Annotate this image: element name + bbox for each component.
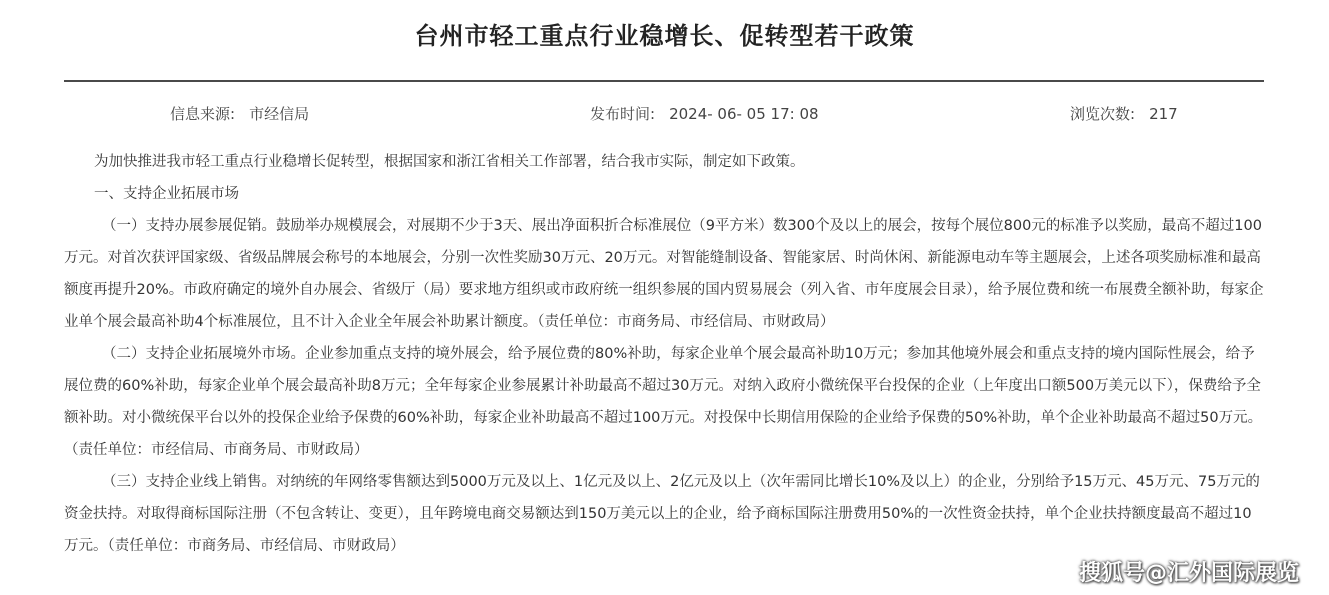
source-label: 信息来源:	[170, 105, 236, 123]
views-label: 浏览次数:	[1070, 105, 1136, 123]
views-value: 217	[1149, 105, 1178, 123]
policy-paragraph: （三）支持企业线上销售。对纳统的年网络零售额达到5000万元及以上、1亿元及以上、2亿元及以上（次年需同比增长10%及以上）的企业，分别给予15万元、45万元、75万元的资金扶持。对取得商标国际注册（不包含转让、变更），且年跨境电商交易额达到150万美元以上的企业，给予商标国际注册费用50%的一次性资金扶持，单个企业扶持额度最高不超过10万元。（责任单位：市商务局、市经信局、市财政局）	[64, 474, 1260, 554]
source-value: 市经信局	[249, 105, 310, 123]
publish-time-value: 2024- 06- 05 17: 08	[669, 105, 819, 123]
title-divider	[64, 80, 1264, 82]
meta-views	[1070, 103, 1178, 125]
article-body	[64, 146, 1264, 562]
meta-source	[170, 103, 309, 125]
intro-paragraph: 为加快推进我市轻工重点行业稳增长促转型，根据国家和浙江省相关工作部署，结合我市实际，制定如下政策。	[94, 154, 805, 170]
meta-publish-time	[590, 103, 819, 125]
policy-paragraph: （二）支持企业拓展境外市场。企业参加重点支持的境外展会，给予展位费的80%补助，每家企业单个展会最高补助10万元；参加其他境外展会和重点支持的境内国际性展会，给予展位费的60%补助，每家企业单个展会最高补助8万元；全年每家企业参展累计补助最高不超过30万元。对纳入政府小微统保平台投保的企业（上年度出口额500万美元以下），保费给予全额补助。对小微统保平台以外的投保企业给予保费的60%补助，每家企业补助最高不超过100万元。对投保中长期信用保险的企业给予保费的50%补助，单个企业补助最高不超过50万元。（责任单位：市经信局、市商务局、市财政局）	[64, 346, 1263, 458]
policy-paragraph: （一）支持办展参展促销。鼓励举办规模展会，对展期不少于3天、展出净面积折合标准展位（9平方米）数300个及以上的展会，按每个展位800元的标准予以奖励，最高不超过100万元。对首次获评国家级、省级品牌展会称号的本地展会，分别一次性奖励30万元、20万元。对智能缝制设备、智能家居、时尚休闲、新能源电动车等主题展会，上述各项奖励标准和最高额度再提升20%。市政府确定的境外自办展会、省级厅（局）要求地方组织或市政府统一组织参展的国内贸易展会（列入省、市年度展会目录），给予展位费和统一布展费全额补助，每家企业单个展会最高补助4个标准展位，且不计入企业全年展会补助累计额度。（责任单位：市商务局、市经信局、市财政局）	[64, 218, 1264, 330]
source-watermark: 搜狐号@汇外国际展览	[1078, 561, 1299, 586]
publish-time-label: 发布时间:	[590, 105, 656, 123]
article-title: 台州市轻工重点行业稳增长、促转型若干政策	[414, 22, 915, 50]
section-heading: 一、支持企业拓展市场	[94, 186, 239, 202]
